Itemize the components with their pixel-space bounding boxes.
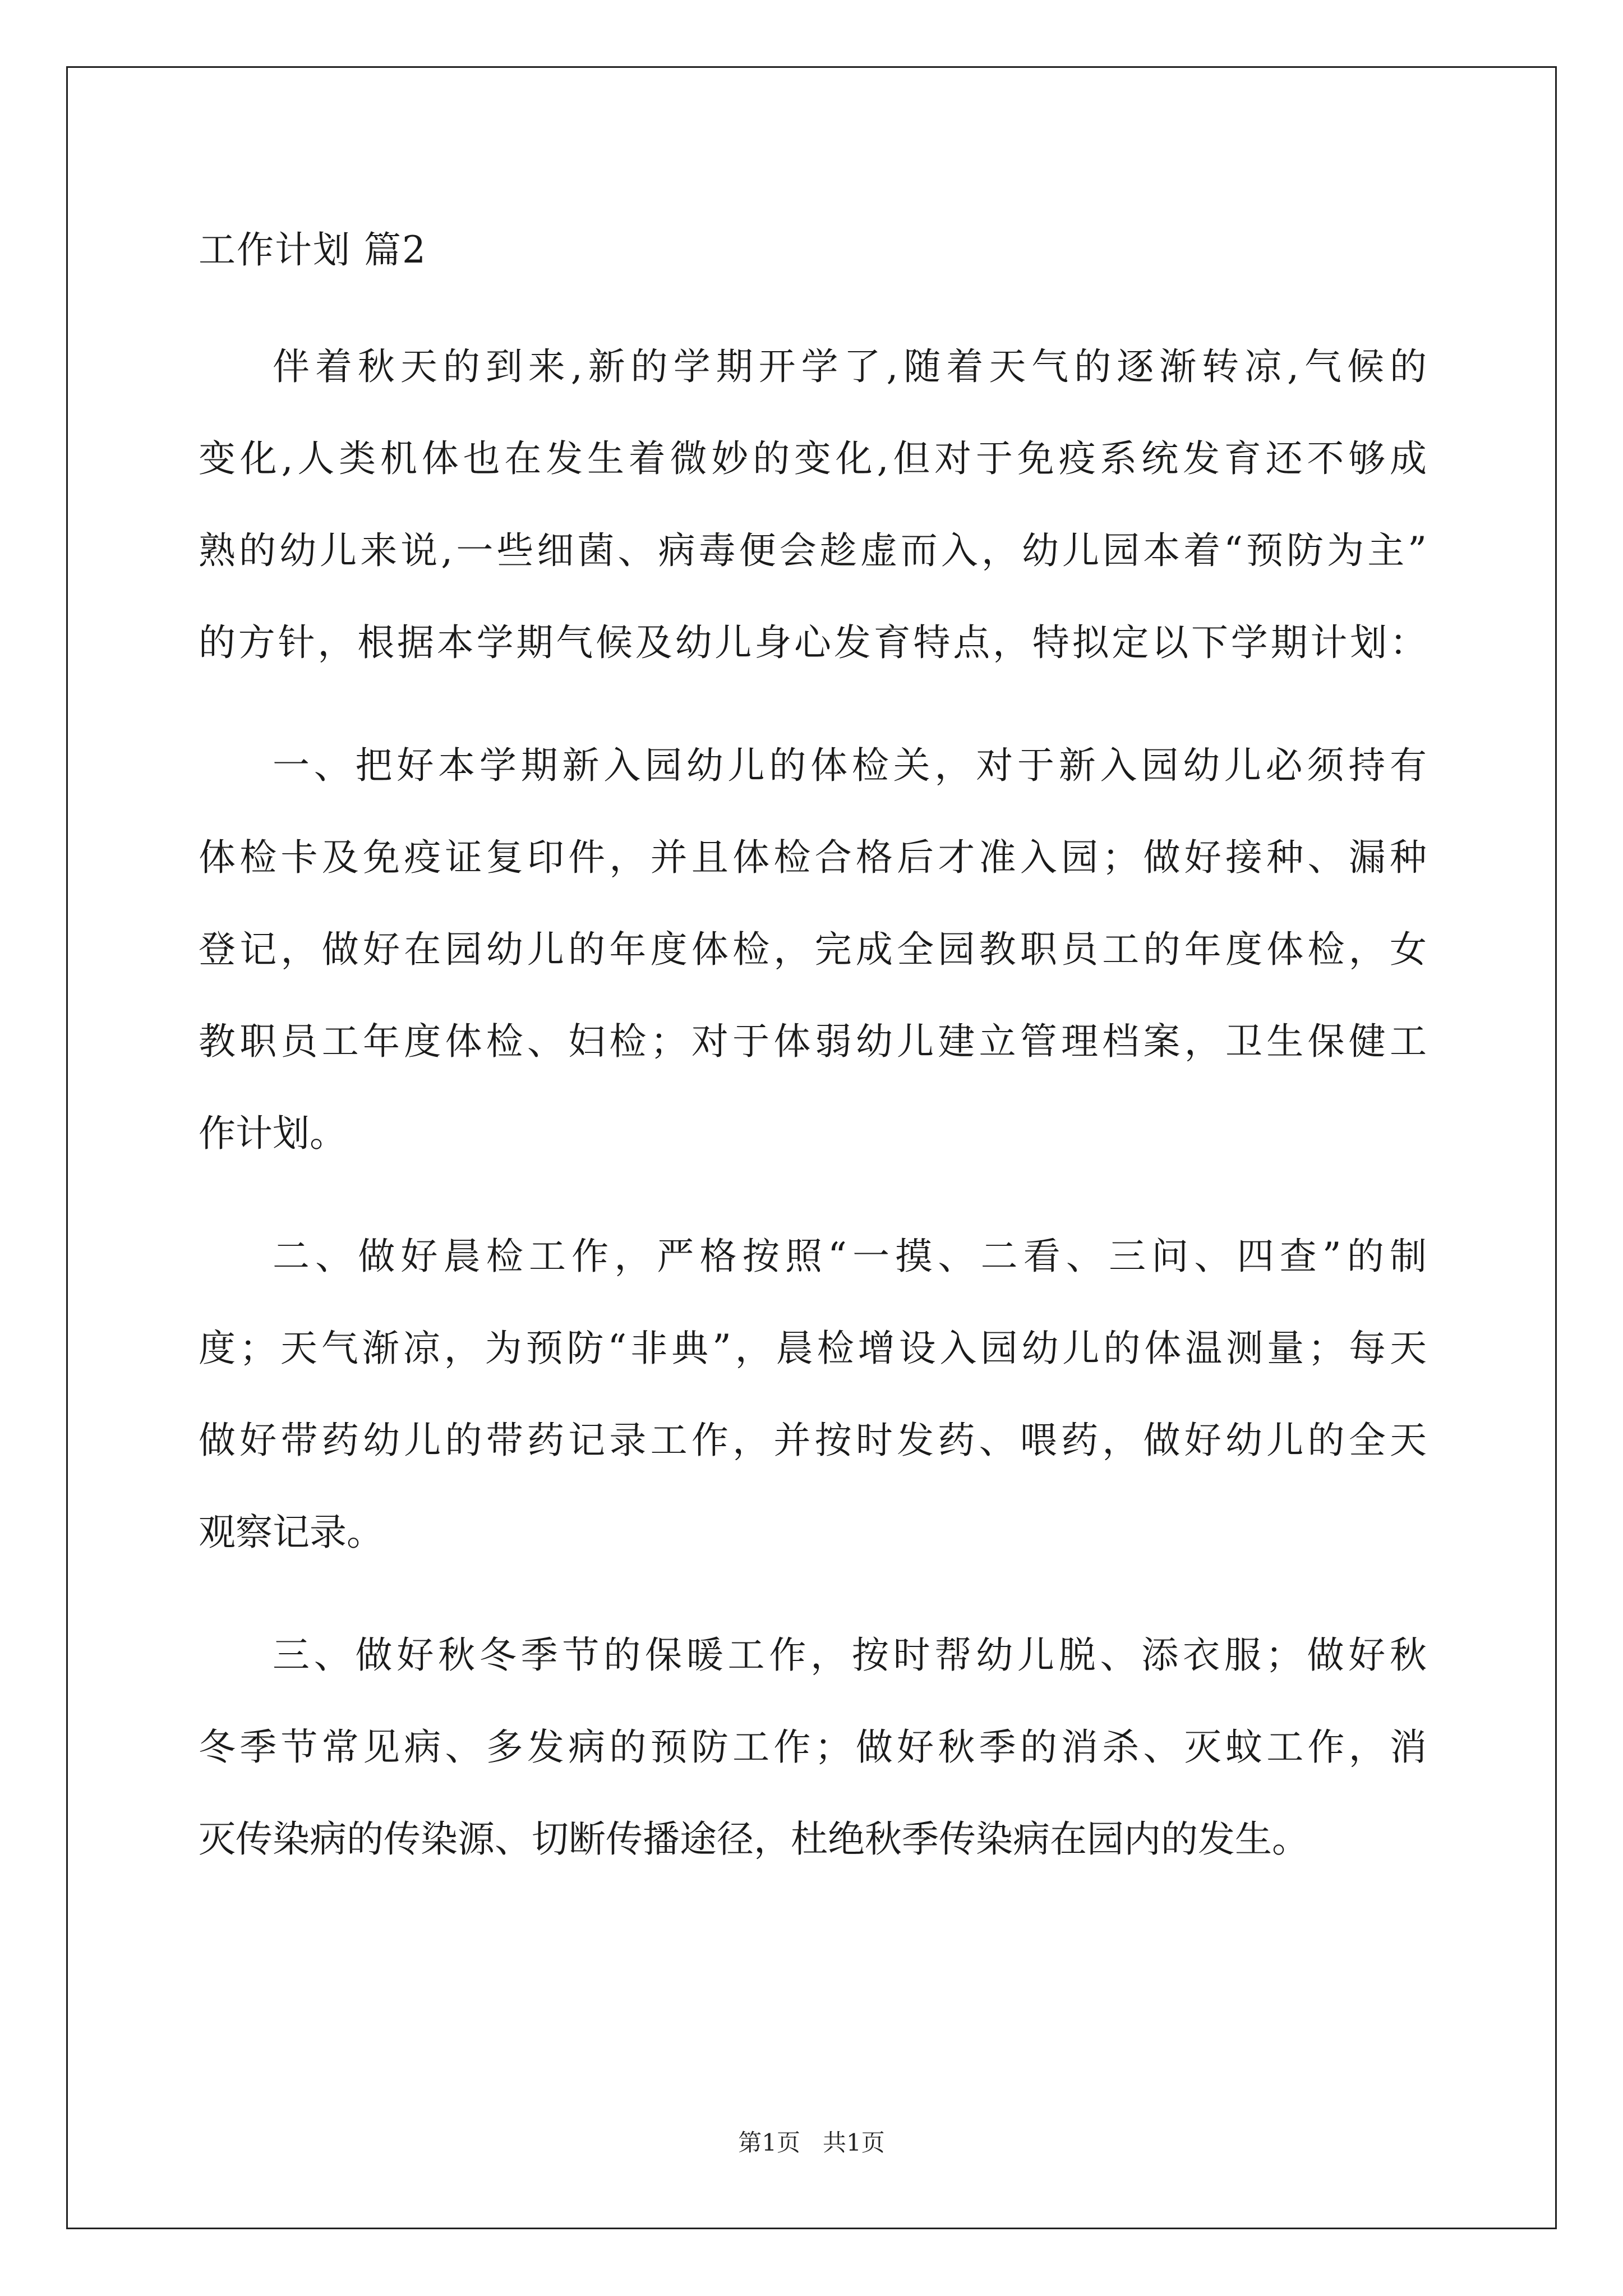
paragraph-2-line-5: 作计划。 bbox=[199, 1112, 347, 1155]
paragraph-1-line-2: 变化,人类机体也在发生着微妙的变化,但对于免疫系统发育还不够成 bbox=[199, 437, 1427, 480]
paragraph-4-line-3: 灭传染病的传染源、切断传播途径，杜绝秋季传染病在园内的发生。 bbox=[199, 1818, 1309, 1861]
paragraph-1-line-4: 的方针，根据本学期气候及幼儿身心发育特点，特拟定以下学期计划： bbox=[199, 621, 1427, 664]
paragraph-4-line-1: 三、做好秋冬季节的保暖工作，按时帮幼儿脱、添衣服；做好秋 bbox=[273, 1634, 1427, 1677]
paragraph-3-line-4: 观察记录。 bbox=[199, 1511, 384, 1554]
paragraph-2-line-2: 体检卡及免疫证复印件，并且体检合格后才准入园；做好接种、漏种 bbox=[199, 836, 1427, 879]
paragraph-2-line-4: 教职员工年度体检、妇检；对于体弱幼儿建立管理档案，卫生保健工 bbox=[199, 1020, 1427, 1063]
paragraph-3-line-2: 度；天气渐凉，为预防“非典”，晨检增设入园幼儿的体温测量；每天 bbox=[199, 1327, 1427, 1370]
paragraph-4-line-2: 冬季节常见病、多发病的预防工作；做好秋季的消杀、灭蚊工作，消 bbox=[199, 1726, 1427, 1769]
paragraph-2-line-3: 登记，做好在园幼儿的年度体检，完成全园教职员工的年度体检，女 bbox=[199, 928, 1427, 971]
paragraph-3-line-1: 二、做好晨检工作，严格按照“一摸、二看、三问、四查”的制 bbox=[273, 1235, 1427, 1278]
page-number: 第1页 共1页 bbox=[738, 2129, 885, 2156]
paragraph-2-line-1: 一、把好本学期新入园幼儿的体检关，对于新入园幼儿必须持有 bbox=[273, 744, 1427, 787]
document-title: 工作计划 篇2 bbox=[199, 228, 427, 272]
paragraph-3-line-3: 做好带药幼儿的带药记录工作，并按时发药、喂药，做好幼儿的全天 bbox=[199, 1419, 1427, 1462]
paragraph-1-line-1: 伴着秋天的到来,新的学期开学了,随着天气的逐渐转凉,气候的 bbox=[273, 345, 1427, 388]
paragraph-1-line-3: 熟的幼儿来说,一些细菌、病毒便会趁虚而入，幼儿园本着“预防为主” bbox=[199, 529, 1427, 572]
